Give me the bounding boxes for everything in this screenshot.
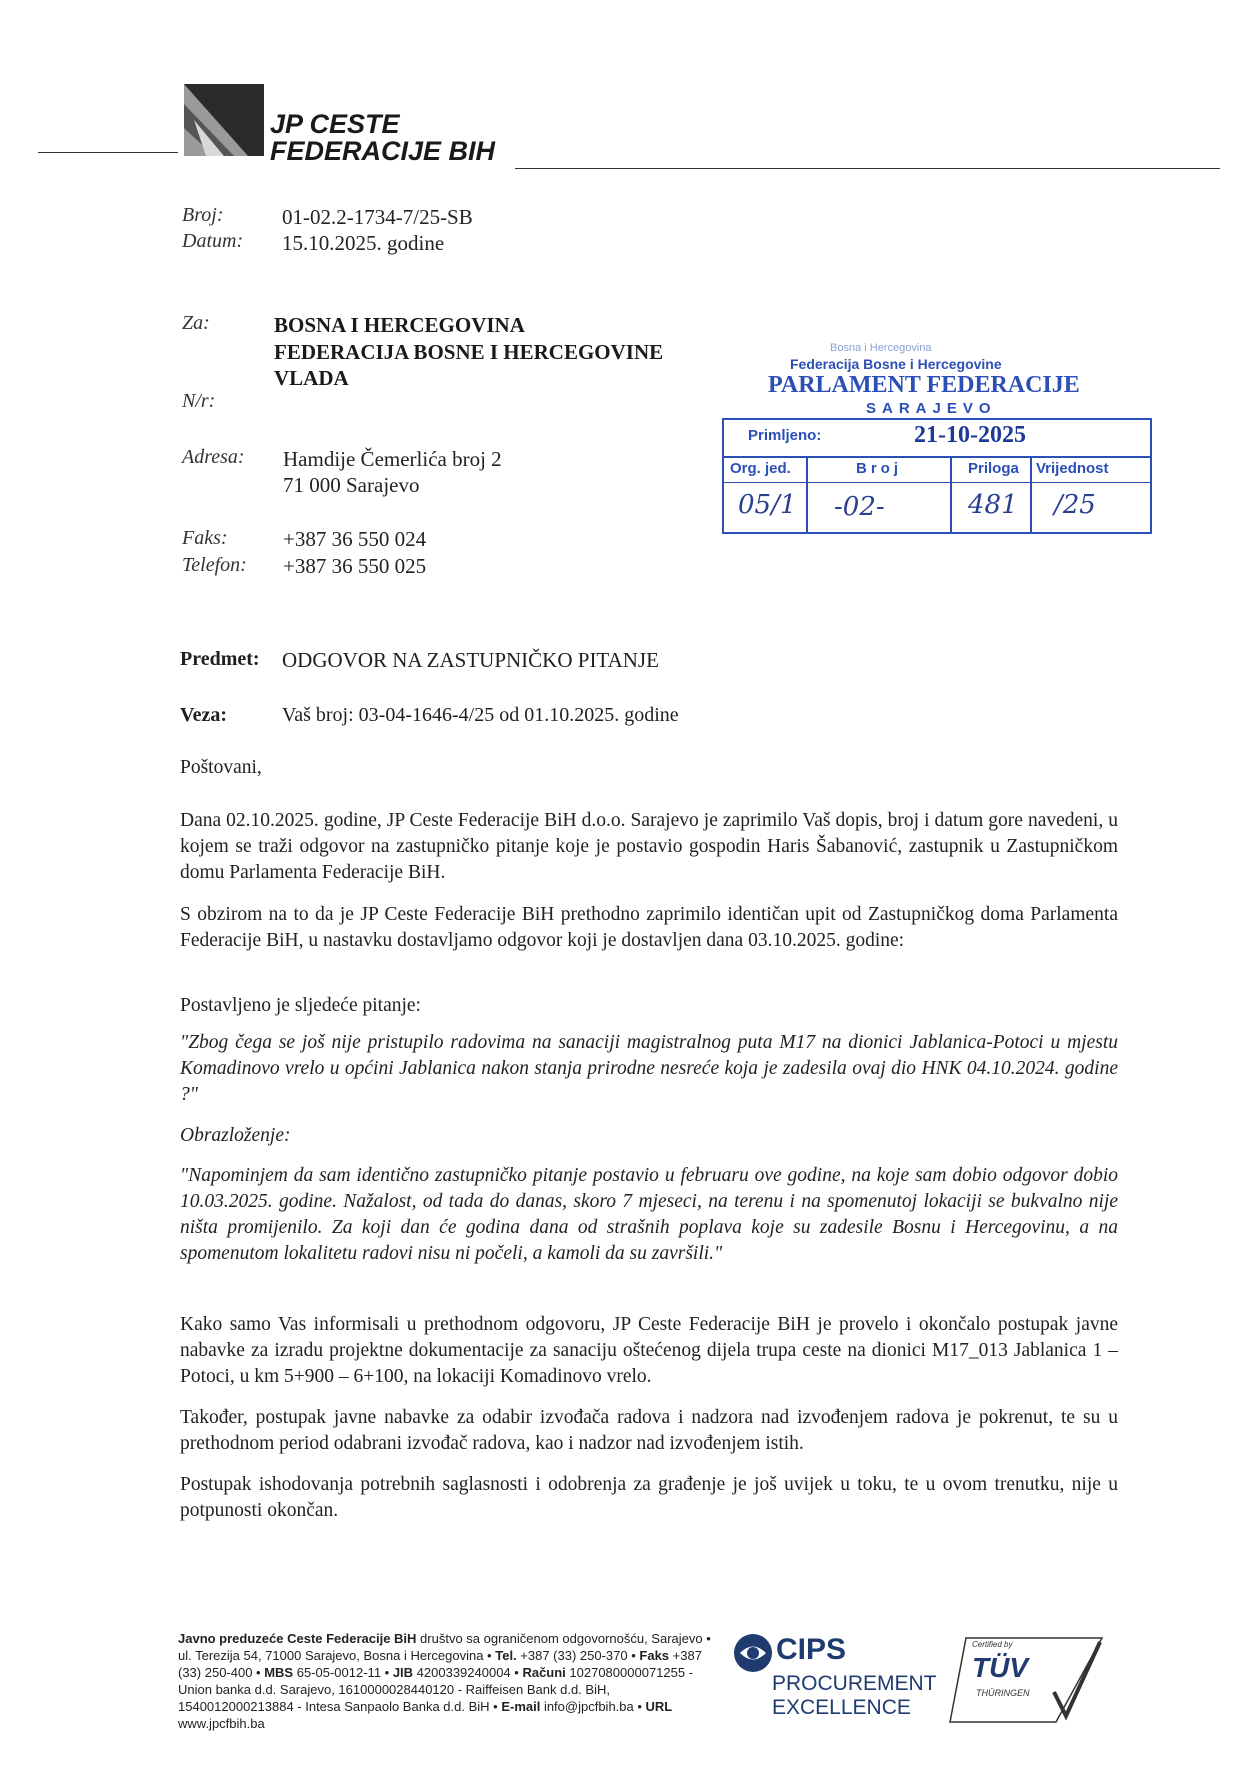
- stamp-line2: PARLAMENT FEDERACIJE: [768, 372, 1080, 398]
- stamp-val-broj: -02-: [834, 492, 885, 522]
- footer-racuni-value: 1027080000071255 - Union banka d.d. Sarajevo, 1610000028440120 - Raiffeisen Bank d.d. BiH, 1540012000213884 - Intesa Sanpaolo Banka d.d. BiH •: [178, 1665, 694, 1714]
- footer-mbs-label: MBS: [264, 1665, 294, 1680]
- body-paragraph-3: Postavljeno je sljedeće pitanje:: [180, 995, 421, 1016]
- greeting: Poštovani,: [180, 757, 262, 778]
- stamp-col-vrijednost: Vrijednost: [1036, 460, 1109, 477]
- body-paragraph-9: Postupak ishodovanja potrebnih saglasnosti i odobrenja za građenje je još uvijek u toku, te u ovom trenutku, nije u potpunosti okončan.: [180, 1474, 1118, 1521]
- recipient-line1: BOSNA I HERCEGOVINA: [274, 313, 525, 337]
- stamp-val-priloga: 481: [968, 490, 1018, 520]
- broj-label: Broj:: [182, 204, 224, 226]
- faks-value: +387 36 550 024: [283, 527, 427, 551]
- stamp-primljeno-label: Primljeno:: [748, 427, 822, 444]
- adresa-line2: 71 000 Sarajevo: [283, 473, 420, 497]
- footer-address: društvo sa ograničenom odgovornošću, Sarajevo • ul. Terezija 54, 71000 Sarajevo, Bosna i Hercegovina •: [178, 1631, 711, 1663]
- body-paragraph-2: S obzirom na to da je JP Ceste Federacije BiH prethodno zaprimilo identičan upit od Zastupničkog doma Parlamenta Federacije BiH, u nastavku dostavljamo odgovor koji je dostavljen dana 03.10.2025. godine:: [180, 904, 1118, 951]
- tuv-name: TÜV: [972, 1652, 1028, 1683]
- body-paragraph-8: Također, postupak javne nabavke za odabir izvođača radova i nadzora nad izvođenjem radova je pokrenut, te su u prethodnom period odabrani izvođač radova, kao i nadzor nad izvođenjem istih.: [180, 1407, 1118, 1454]
- broj-value: 01-02.2-1734-7/25-SB: [282, 205, 473, 229]
- predmet-label: Predmet:: [180, 648, 260, 670]
- faks-label: Faks:: [182, 527, 228, 549]
- cips-name: CIPS: [776, 1633, 847, 1666]
- footer-faks-value: +387 (33) 250-400 •: [178, 1648, 702, 1680]
- datum-value: 15.10.2025. godine: [282, 231, 445, 255]
- footer-racuni-label: Računi: [522, 1665, 566, 1680]
- footer-jib-value: 4200339240004 •: [413, 1665, 523, 1680]
- adresa-label: Adresa:: [182, 446, 245, 468]
- datum-label: Datum:: [182, 230, 244, 252]
- footer-email-value: info@jpcfbih.ba •: [540, 1699, 646, 1714]
- stamp-col-broj: Broj: [856, 460, 902, 477]
- footer-company-name: Javno preduzeće Ceste Federacije BiH: [178, 1631, 417, 1646]
- company-name-line1: JP CESTE: [270, 109, 400, 139]
- footer-tel-label: Tel.: [495, 1648, 517, 1663]
- footer-jib-label: JIB: [392, 1665, 414, 1680]
- veza-label: Veza:: [180, 704, 228, 726]
- body-paragraph-7: Kako samo Vas informisali u prethodnom odgovoru, JP Ceste Federacije BiH je provelo i okončalo postupak javne nabavke za izradu projektne dokumentacije za sanaciju oštećenog dijela trupa ceste na dionici M17_013 Jablanica 1 – Potoci, u km 5+900 – 6+100, na lokaciji Komadinovo vrelo.: [180, 1314, 1118, 1387]
- footer-company-info: [178, 1630, 718, 1732]
- body-paragraph-1: Dana 02.10.2025. godine, JP Ceste Federacije BiH d.o.o. Sarajevo je zaprimilo Vaš dopis, broj i datum gore navedeni, u kojem se traži odgovor na zastupničko pitanje koje je postavio gospodin Haris Šabanović, zastupnik u Zastupničkom domu Parlamenta Federacije BiH.: [180, 810, 1118, 883]
- quoted-explanation: "Napominjem da sam identično zastupničko pitanje postavio u februaru ove godine, na koje sam dobio odgovor dobio 10.03.2025. godine. Nažalost, od tada do danas, skoro 7 mjeseci, na terenu i na spomenutoj lokaciji se bukvalno nije ništa promijenilo. Za koji dan će godina dana od strašnih poplava koje su zadesile Bosnu i Hercegovinu, a na spomenutom lokalitetu radovi nisu ni počeli, a kamoli da su završili.": [180, 1165, 1118, 1264]
- stamp-col-priloga: Priloga: [968, 460, 1019, 477]
- stamp-line0: Bosna i Hercegovina: [830, 342, 932, 354]
- telefon-value: +387 36 550 025: [283, 554, 427, 578]
- footer-mbs-value: 65-05-0012-11 •: [293, 1665, 393, 1680]
- nr-label: N/r:: [182, 390, 216, 412]
- cips-globe-icon: [732, 1632, 774, 1674]
- adresa-line1: Hamdije Čemerlića broj 2: [283, 447, 502, 471]
- header-rule-right: [515, 168, 1220, 169]
- footer-tel-value: +387 (33) 250-370 •: [516, 1648, 640, 1663]
- predmet-value: ODGOVOR NA ZASTUPNIČKO PITANJE: [282, 648, 659, 672]
- stamp-line3: SARAJEVO: [866, 400, 997, 417]
- stamp-primljeno-date: 21-10-2025: [914, 422, 1026, 448]
- stamp-val-org: 05/1: [738, 490, 797, 520]
- footer-url-label: URL: [645, 1699, 673, 1714]
- obrazlozenje-label: Obrazloženje:: [180, 1125, 291, 1146]
- footer-faks-label: Faks: [639, 1648, 670, 1663]
- quoted-question: "Zbog čega se još nije pristupilo radovima na sanaciji magistralnog puta M17 na dionici Jablanica-Potoci u mjestu Komadinovo vrelo u općini Jablanica nakon stanja prirodne nesreće koja je zadesila ovaj dio HNK 04.10.2024. godine ?": [180, 1032, 1118, 1105]
- footer-url-value: www.jpcfbih.ba: [178, 1716, 265, 1731]
- stamp-col-org: Org. jed.: [730, 460, 791, 477]
- telefon-label: Telefon:: [182, 554, 247, 576]
- company-name-line2: FEDERACIJE BIH: [270, 136, 496, 166]
- stamp-val-vrijednost: /25: [1054, 490, 1096, 520]
- cips-line1: PROCUREMENT: [772, 1672, 937, 1695]
- recipient-line3: VLADA: [274, 366, 349, 390]
- za-label: Za:: [182, 312, 210, 334]
- cips-line2: EXCELLENCE: [772, 1696, 911, 1719]
- veza-value: Vaš broj: 03-04-1646-4/25 od 01.10.2025. godine: [282, 704, 679, 726]
- footer-email-label: E-mail: [501, 1699, 541, 1714]
- recipient-line2: FEDERACIJA BOSNE I HERCEGOVINE: [274, 340, 664, 364]
- tuv-region: THÜRINGEN: [976, 1688, 1030, 1698]
- tuv-certified: Certified by: [972, 1640, 1013, 1649]
- stamp-line1: Federacija Bosne i Hercegovine: [790, 356, 1002, 372]
- company-logo-mark: [184, 84, 264, 156]
- stamp-box: [722, 418, 1152, 534]
- header-rule-left: [38, 152, 178, 153]
